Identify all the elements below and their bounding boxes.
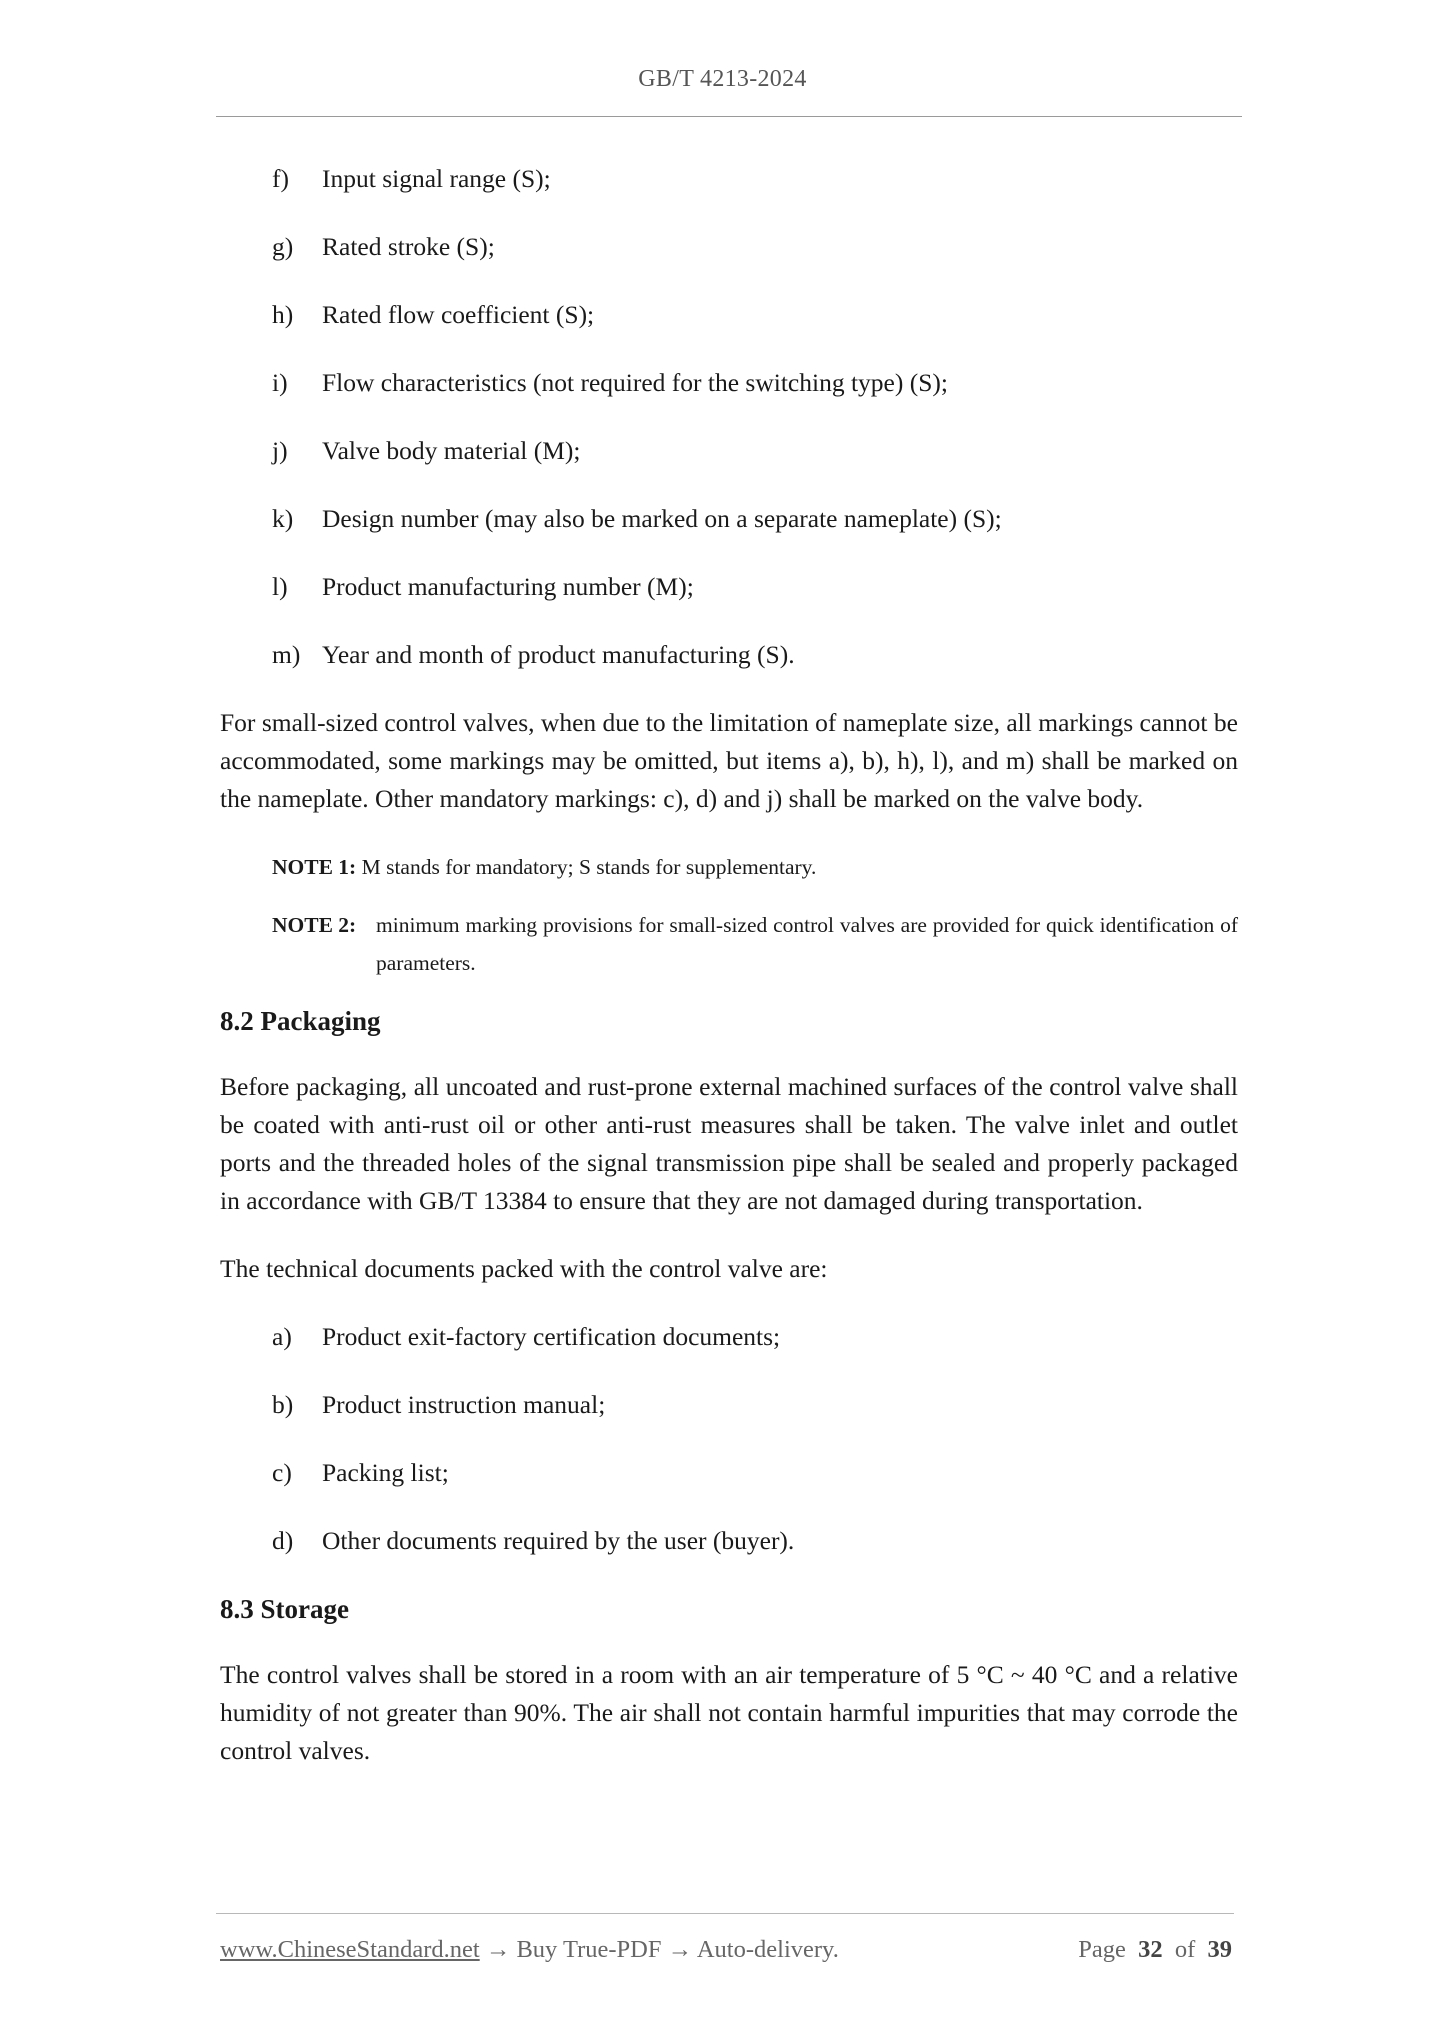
list-item-label: i) (272, 368, 288, 397)
list-item-label: f) (272, 164, 289, 193)
page-footer (220, 1936, 1232, 1964)
list-item-text: Packing list; (322, 1458, 449, 1487)
list-item (272, 364, 1238, 402)
list-item-label: j) (272, 436, 288, 465)
page-total: 39 (1207, 1936, 1232, 1963)
list-item-label: a) (272, 1322, 292, 1351)
note-text: minimum marking provisions for small-sized control valves are provided for quick identification of parameters. (376, 913, 1238, 975)
page-word: Page (1078, 1936, 1126, 1963)
list-item-text: Rated flow coefficient (S); (322, 300, 595, 329)
list-item-label: k) (272, 504, 294, 533)
list-item-label: m) (272, 640, 301, 669)
page-number: 32 (1138, 1936, 1163, 1963)
list-item (272, 568, 1238, 606)
list-item (272, 160, 1238, 198)
list-item (272, 1522, 1238, 1560)
list-item-label: d) (272, 1526, 294, 1555)
list-item-text: Rated stroke (S); (322, 232, 495, 261)
list-item-text: Year and month of product manufacturing (S). (322, 640, 795, 669)
documents-intro: The technical documents packed with the control valve are: (220, 1254, 828, 1283)
list-item (272, 296, 1238, 334)
footer-promo (220, 1936, 839, 1964)
list-item-text: Input signal range (S); (322, 164, 551, 193)
note-label: NOTE 2: (272, 913, 357, 937)
list-item-text: Product instruction manual; (322, 1390, 606, 1419)
list-item (272, 1318, 1238, 1356)
note-2 (272, 906, 1238, 982)
packaging-paragraph: Before packaging, all uncoated and rust-prone external machined surfaces of the control valve shall be coated with anti-rust oil or other anti-rust measures shall be taken. The valve inlet and outlet ports and the threaded holes of the signal transmission pipe shall be sealed and properly packaged in accordance with GB/T 13384 to ensure that they are not damaged during transportation. (220, 1072, 1238, 1215)
note-text: M stands for mandatory; S stands for supplementary. (361, 855, 817, 879)
note-1 (272, 848, 1238, 886)
list-item-text: Design number (may also be marked on a separate nameplate) (S); (322, 504, 1002, 533)
header-divider (216, 116, 1242, 117)
list-item-label: g) (272, 232, 294, 261)
page-indicator (1078, 1936, 1232, 1964)
list-item-label: l) (272, 572, 288, 601)
list-item (272, 500, 1238, 538)
document-header-title: GB/T 4213-2024 (638, 66, 807, 92)
list-item (272, 432, 1238, 470)
list-item (272, 636, 1238, 674)
site-link[interactable]: www.ChineseStandard.net (220, 1936, 480, 1963)
list-item-text: Product exit-factory certification documents; (322, 1322, 781, 1351)
list-item (272, 228, 1238, 266)
section-heading-packaging: 8.2 Packaging (220, 1006, 381, 1036)
list-item-text: Product manufacturing number (M); (322, 572, 694, 601)
list-item-text: Flow characteristics (not required for the switching type) (S); (322, 368, 948, 397)
list-item (272, 1454, 1238, 1492)
page-content (220, 160, 1238, 1800)
footer-promo-text: → Buy True-PDF → Auto-delivery. (479, 1936, 839, 1963)
footer-divider (216, 1913, 1234, 1914)
storage-paragraph: The control valves shall be stored in a room with an air temperature of 5 °C ~ 40 °C and a relative humidity of not greater than 90%. The air shall not contain harmful impurities that may corrode the control valves. (220, 1660, 1238, 1765)
of-word: of (1174, 1936, 1196, 1963)
note-label: NOTE 1: (272, 855, 357, 879)
small-valve-paragraph: For small-sized control valves, when due to the limitation of nameplate size, all markings cannot be accommodated, some markings may be omitted, but items a), b), h), l), and m) shall be marked on the nameplate. Other mandatory markings: c), d) and j) shall be marked on the valve body. (220, 708, 1238, 813)
list-item-label: h) (272, 300, 294, 329)
list-item-text: Valve body material (M); (322, 436, 581, 465)
section-heading-storage: 8.3 Storage (220, 1594, 349, 1624)
list-item-label: b) (272, 1390, 294, 1419)
list-item-label: c) (272, 1458, 292, 1487)
list-item (272, 1386, 1238, 1424)
list-item-text: Other documents required by the user (buyer). (322, 1526, 795, 1555)
